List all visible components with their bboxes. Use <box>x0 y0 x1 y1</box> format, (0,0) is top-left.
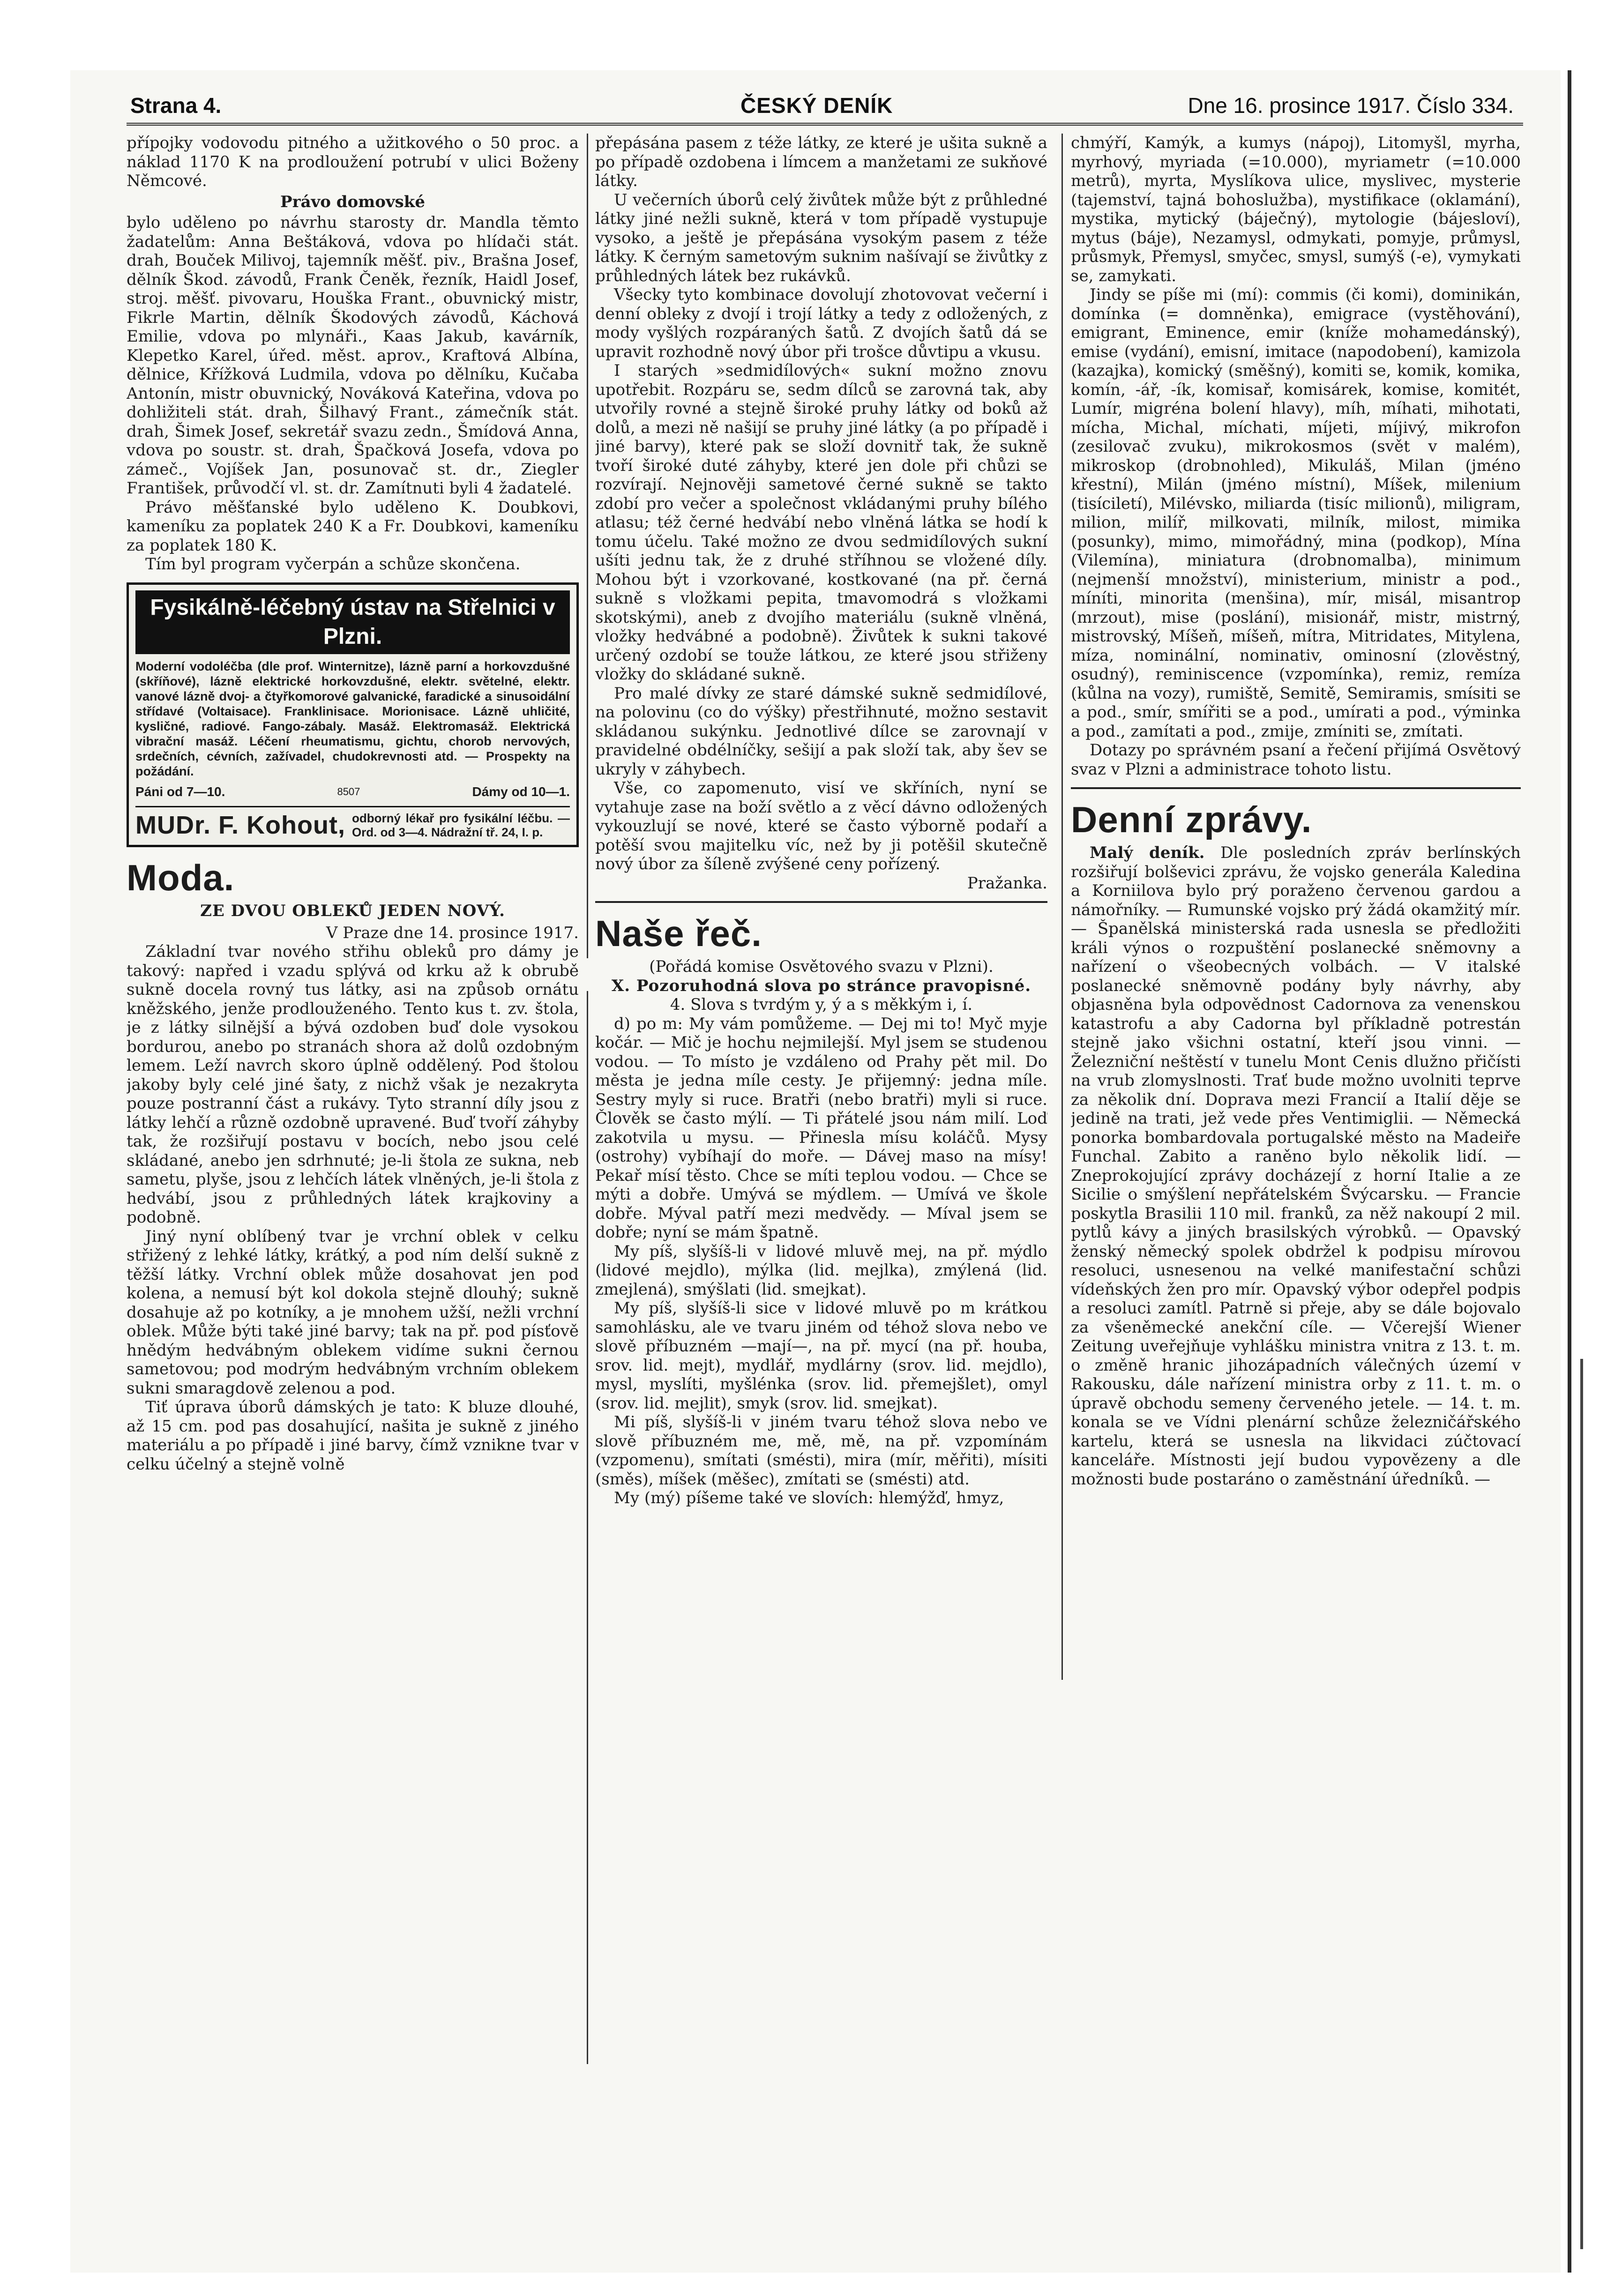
paragraph: Pro malé dívky ze staré dámské sukně sedmidílové, na polovinu (co do výšky) přestřihnuté, možno sestavit skládanou sukýnku. Jednotlivé dílce se zarovnají v pravidelné obdélníčky, sešijí a pak složí tak, aby šev se ukryly v záhybech. <box>595 684 1047 779</box>
paragraph: Právo měšťanské bylo uděleno K. Doubkovi, kameníku za poplatek 240 K a Fr. Doubkovi, kameníku za poplatek 180 K. <box>127 498 579 555</box>
paragraph: Vše, co zapomenuto, visí ve skříních, nyní se vytahuje zase na boží světlo a z věcí dávno odložených vykouzlují se nové, které se často výborně podaří a potěší svou majitelku víc, než by ji potěšil skutečně nový úbor za šíleně zvýšené ceny pořízený. <box>595 779 1047 873</box>
paragraph: Základní tvar nového střihu obleků pro dámy je takový: napřed i vzadu splývá od krku až k obrubě sukně docela rovný tus látky, asi na způsob ornátu kněžského, jenže prodlouženého. Tento kus t. zv. štola, je z látky silnější a bývá ozdoben buď dole vysokou bordurou, anebo po stranách shora až dolů ozdobným lemem. Leží navrch skoro úplně oddělený. Pod štolou jakoby byly celé jiné šaty, z nichž však je nezakryta pouze postranní část a rukávy. Tyto stranní díly jsou z látky lehčí a různě ozdobně upravené. Buď tvoří záhyby tak, že rozšiřují postavu v bocích, nebo jsou celé skládané, anebo jen sdrhnuté; je-li štola ze sukna, neb sametu, plyše, jsou z lehčích látek vlněných, je-li štola z hedvábí, jsou z průhledných látek krajkoviny a podobně. <box>127 942 579 1227</box>
subsection-heading: X. Pozoruhodná slova po stránce pravopisné. <box>611 976 1031 995</box>
paragraph: Tím byl program vyčerpán a schůze skončena. <box>145 555 521 574</box>
news-text: Dle posledních zpráv berlínských rozšiřují bolševici zprávu, že vojsko generála Kaledina a Korniilova bylo prý poraženo červenou gardou a námořníky. — Rumunské vojsko prý žádá okamžitý mír. — Španělská ministerská rada usnesla se předložiti králi výnos o rozpuštění poslanecké sněmovny a nařízení o všeobecných volbách. — V italské poslanecké sněmovně podány byly návrhy, aby objasněna byla odpovědnost Cadornova za venenskou katastrofu a aby Cadorna byl příkladně potrestán stejně jako všichni ostatní, kteří jsou vinni. — Železniční neštěstí v tunelu Mont Cenis dlužno přičísti na vrub zlomyslnosti. Trať bude možno uvolniti teprve za několik dní. Doprava mezi Francií a Italií děje se jedině na trati, jež vede přes Ventimiglii. — Německá ponorka bombardovala portugalské město na Madeiře Funchal. Zabito a raněno bylo několik lidí. — Zneprokojující zprávy docházejí z horní Italie a ze Sicilie o smýšlení nepřátelském Švýcarsku. — Francie poskytla Brasilii 110 mil. franků, za něž nakoupí 2 mil. pytlů kávy a jiných brasilských výrobků. — Opavský ženský německý spolek obdržel k podpisu mírovou resoluci, usnesenou na velké manifestační schůzi vídeňských žen pro mír. Opavský výbor odepřel podpis a resoluci zamítl. Patrně si přeje, aby se dále bojovalo za všeněmecké anekční cíle. — Včerejší Wiener Zeitung uveřejňuje vyhlášku ministra vnitra z 13. t. m. o změně hranic jihozápadních válečných území v Rakousku, dále nařízení ministra orby z 11. t. m. o úpravě obchodu semeny červeného jetele. — 14. t. m. konala se ve Vídni plenární schůze železničářského kartelu, která se usnesla na likvidaci zúčtovací kanceláře. Místnosti její budou vypovězeny a dle možnosti bude postaráno o zaměstnání úředníků. — <box>1071 843 1521 1489</box>
section-title-moda: Moda. <box>127 857 235 898</box>
advertisement <box>127 582 579 848</box>
paragraph: Jiný nyní oblíbený tvar je vrchní oblek v celku střižený z lehké látky, krátký, a pod ním delší sukně z těžší látky. Vrchní oblek může dosahovat jen pod kolena, a nemusí být kol dokola stejně dlouhý; sukně dosahuje až po kotníky, a je mnohem užší, nežli vrchní oblek. Může býti také jiné barvy; tak na př. pod písťově hnědým hedvábným oblekem vidíme sukni černou sametovou; pod modrým hedvábným vrchním oblekem sukni smaragdově zelenou a pod. <box>127 1227 579 1398</box>
paragraph <box>1071 843 1521 1489</box>
subsection-heading: 4. Slova s tvrdým y, ý a s měkkým i, í. <box>670 995 973 1014</box>
doctor-info: odborný lékař pro fysikální léčbu. — Ord. od 3—4. Nádražní tř. 24, I. p. <box>351 811 570 839</box>
dateline: V Praze dne 14. prosince 1917. <box>326 923 579 942</box>
section-rule <box>1071 787 1521 789</box>
masthead <box>127 89 1523 127</box>
ad-title: Fysikálně-léčebný ústav na Střelnici v Plzni. <box>135 590 570 654</box>
ad-hours-men: Páni od 7—10. <box>135 784 225 799</box>
page-edge-inner <box>1580 1359 1583 2249</box>
column-1 <box>127 134 579 2195</box>
paragraph: přepásána pasem z téže látky, ze které je ušita sukně a po případě ozdobena i límcem a manžetami ze sukňové látky. <box>595 134 1047 190</box>
column-divider <box>1061 134 1063 1680</box>
paragraph: My (mý) píšeme také ve slovích: hlemýžď, hmyz, <box>614 1489 1004 1507</box>
page-edge <box>1568 70 1571 2273</box>
page-number: Strana 4. <box>130 93 222 118</box>
paragraph: U večerních úborů celý živůtek může být z průhledné látky jiné nežli sukně, která v tom případě vystupuje vysoko, a ještě je přepásána vysokým pasem z téže látky. K černým sametovým suknim našívají se živůtky z průhledných látek bez rukávků. <box>595 190 1047 285</box>
paragraph: bylo uděleno po návrhu starosty dr. Mandla těmto žadatelům: Anna Beštáková, vdova po hlídači stát. drah, Bouček Milivoj, tajemník měšť. piv., Brašna Josef, dělník Škod. závodů, Frank Čeněk, řezník, Haidl Josef, stroj. měšť. pivovaru, Houška Frant., obuvnický mistr, Fikrle Martin, dělník Škodových závodů, Káchová Emilie, vdova po mlynáři., Kaas Jakub, kavárník, Klepetko Karel, úřed. měst. aprov., Kraftová Albína, dělnice, Křížková Ludmila, vdova po dělníku, Kučaba Antonín, mistr obuvnický, Nováková Kateřina, vdova po dohližiteli stát. drah, Šilhavý Frant., zámečník stát. drah, Šimek Josef, sekretář svazu zedn., Šmídová Anna, vdova po soustr. st. drah, Špačková Josefa, vdova po zámeč., Vojíšek Jan, posunovač st. dr., Ziegler František, průvodčí vl. st. dr. Zamítnuti byli 4 žadatelé. <box>127 213 579 498</box>
paragraph: My píš, slyšíš-li sice v lidové mluvě po m krátkou samohlásku, ale ve tvaru jiném od téhož slova nebo ve slově příbuzném —mají—, na př. mycí (na př. houba, srov. lid. mejt), mydlář, mydlárny (srov. lid. mejdlo), mysl, myslíti, myšlénka (srov. lid. přemejšlet), omyl (srov. lid. mejlit), smyk (srov. lid. smejkat). <box>595 1299 1047 1413</box>
ad-doctor <box>135 806 570 839</box>
paragraph: My píš, slyšíš-li v lidové mluvě mej, na př. mýdlo (lidové mejdlo), mýlka (lid. mejlka), zmýlená (lid. zmejlená), smýšlati (lid. smejkat). <box>595 1242 1047 1299</box>
column-divider <box>587 991 588 2064</box>
paragraph: Všecky tyto kombinace dovolují zhotovovat večerní i denní obleky z dvojí i trojí látky a tedy z odložených, z mody vyšlých rozpáraných šatů. Z dvojích šatů dá se upravit rozhodně nový úbor při trošce důvtipu a vkusu. <box>595 285 1047 361</box>
paragraph: Mi píš, slyšíš-li v jiném tvaru téhož slova nebo ve slově příbuzném me, mě, mě, na př. vzpomínám (vzpomenu), smítati (smésti), mira (mír, měřiti), mísiti (směs), míšek (měšec), zmítati se (smésti) atd. <box>595 1413 1047 1489</box>
paragraph: Jindy se píše mi (mí): commis (či komi), dominikán, domínka (= domněnka), emigrace (vystěhování), emigrant, Eminence, emir (kníže mohamedánský), emise (vydání), emisní, imitace (napodobení), kamizola (kazajka), komický (směšný), komiti se, komik, komika, komín, -ář, -ík, komisař, komisárek, komise, komitét, Lumír, migréna bolení hlavy), míh, míhati, mihotati, mícha, Michal, míchati, míjeti, míjivý, mikrofon (zesilovač zvuku), mikrokosmos (svět v malém), mikroskop (drobnohled), Mikuláš, Milan (jméno křestní), Milán (jméno místní), Míšek, milenium (tisíciletí), Milévsko, miliarda (tisíc milionů), miligram, milion, milíř, milkovati, milník, milost, mimika (posunky), mimo, mimořádný, mina (podkop), Mína (Vilemína), miniatura (drobnomalba), minimum (nejmenší množství), ministerium, ministr a pod., míníti, minorita (menšina), mír, misál, misantrop (mrzout), mise (poslání), misionář, mistr, mistrný, mistrovský, Míšeň, míšeň, mítra, Mitridates, Mitylena, míza, nominální, nominativ, ominosní (zlověstný, osudný), reminiscence (vzpomínka), remiz, remíza (kůlna na vozy), rumiště, Semitě, Semiramis, smísiti se a pod., smír, smířiti se a pod., umírati a pod., výminka a pod., zamítati a pod., zmije, zmíniti se, zmítati. <box>1071 285 1521 741</box>
article-headline: ZE DVOU OBLEKŮ JEDEN NOVÝ. <box>200 902 505 920</box>
signature: Pražanka. <box>967 873 1047 893</box>
paragraph: d) po m: My vám pomůžeme. — Dej mi to! Myč myje kočár. — Mič je hochu nejmilejší. Myl jsem se studenou vodou. — To místo je vzdáleno od Prahy pět mil. Do města je jedna míle cesty. Je přijemný: jedna míle. Sestry myly si ruce. Bratři (nebo bratři) myli si ruce. Člověk se často mýlí. — Ti přátelé jsou nám milí. Loď zakotvila u mysu. — Přinesla mísu koláčů. Mysy (ostrohy) vybíhají do moře. — Dávej maso na mísy! Pekař mísí těsto. Chce se míti teplou vodou. — Chce se mýti a dobře. Umývá se mýdlem. — Umívá ve škole dobře. Mýval patří mezi medvědy. — Míval jsem se dobře; nyní se mám špatně. <box>595 1014 1047 1242</box>
doctor-name: MUDr. F. Kohout, <box>135 811 345 839</box>
issue-date: Dne 16. prosince 1917. Číslo 334. <box>1188 93 1514 118</box>
masthead-rule <box>127 123 1523 126</box>
section-heading: Právo domovské <box>280 192 425 211</box>
ad-hours <box>135 783 570 802</box>
section-title-denni-zpravy: Denní zprávy. <box>1071 799 1312 840</box>
paragraph: Tiť úprava úborů dámských je tato: K bluze dlouhé, až 15 cm. pod pas dosahující, našita je sukně z jiného materiálu a po případě i jiné barvy, čímž vznikne tvar v celku účelný a stejně volně <box>127 1398 579 1474</box>
section-rule <box>595 901 1047 903</box>
column-divider <box>587 134 588 958</box>
paragraph: I starých »sedmidílových« sukní možno znovu upotřebit. Rozpáru se, sedm dílců se zarovná tak, aby utvořily rovné a stejně široké pruhy látky od boků až dolů, a mezi ně našijí se pruhy jiné látky (a po případě i jiné barvy), které pak se složí dovnitř tak, že sukně tvoří široké duté záhyby, které jen dole při chůzi se rozvírají. Nejnověji sametové černé sukně se takto zdobí pro večer a společnost vkládanými pruhy bílého atlasu; též černé hedvábí nebo vlněná látka se hodí k tomu účelu. Také možno ze dvou sedmidílových sukní ušíti jednu tak, že z druhé stříhnou se vložené díly. Mohou být i vzorkované, kostkované (na př. černá sukně s vložkami pepita, tmavomodrá s vložkami skotskými), aneb z dvojího materiálu (sukně vlněná, vložky hedvábné a podobně). Živůtek k sukni takové určený ozdobí se touže látkou, ze které jsou střiženy vložky do skládané sukně. <box>595 361 1047 684</box>
paragraph: přípojky vodovodu pitného a užitkového o 50 proc. a náklad 1170 K na prodloužení potrubí v ulici Boženy Němcové. <box>127 134 579 190</box>
section-subtitle: (Pořádá komise Osvětového svazu v Plzni). <box>649 957 994 976</box>
lead-in: Malý deník. <box>1090 843 1205 862</box>
paragraph: Dotazy po správném psaní a řečení přijímá Osvětový svaz v Plzni a administrace tohoto listu. <box>1071 741 1521 779</box>
section-title-nase-rec: Naše řeč. <box>595 913 762 954</box>
ad-body: Moderní vodoléčba (dle prof. Winternitze), lázně parní a horkovzdušné (skříňové), lázně elektrické horkovzdušné, elektr. světelné, elektr. vanové lázně dvoj- a čtyřkomorové galvanické, faradické a sinusoidální střídavé (Voltaisace). Franklinisace. Morionisace. Lázně uhličité, kysličné, radiové. Fango-zábaly. Masáž. Elektromasáž. Elektrická vibrační masáž. Léčení rheumatismu, gichtu, chorob nervových, srdečních, cévních, zažívadel, chudokrevnosti atd. — Prospekty na požádání. <box>135 659 570 778</box>
newspaper-title: ČESKÝ DENÍK <box>740 93 893 118</box>
column-3 <box>1071 134 1521 2195</box>
paragraph: chmýří, Kamýk, a kumys (nápoj), Litomyšl, myrha, myrhový, myriada (=10.000), myriametr (=10.000 metrů), myrta, Myslíkova ulice, myslivec, mysterie (tajemství, tajná bohoslužba), mystifikace (oklamání), mystika, mytický (báječný), mytologie (bájesloví), mytus (báje), Nezamysl, odmykati, pomyje, průmysl, průsmyk, Přemysl, smyčec, smysl, sumýš (-e), vymykati se, zamykati. <box>1071 134 1521 285</box>
ad-hours-women: Dámy od 10—1. <box>472 784 570 799</box>
ad-number: 8507 <box>337 785 360 798</box>
column-2 <box>595 134 1047 2195</box>
